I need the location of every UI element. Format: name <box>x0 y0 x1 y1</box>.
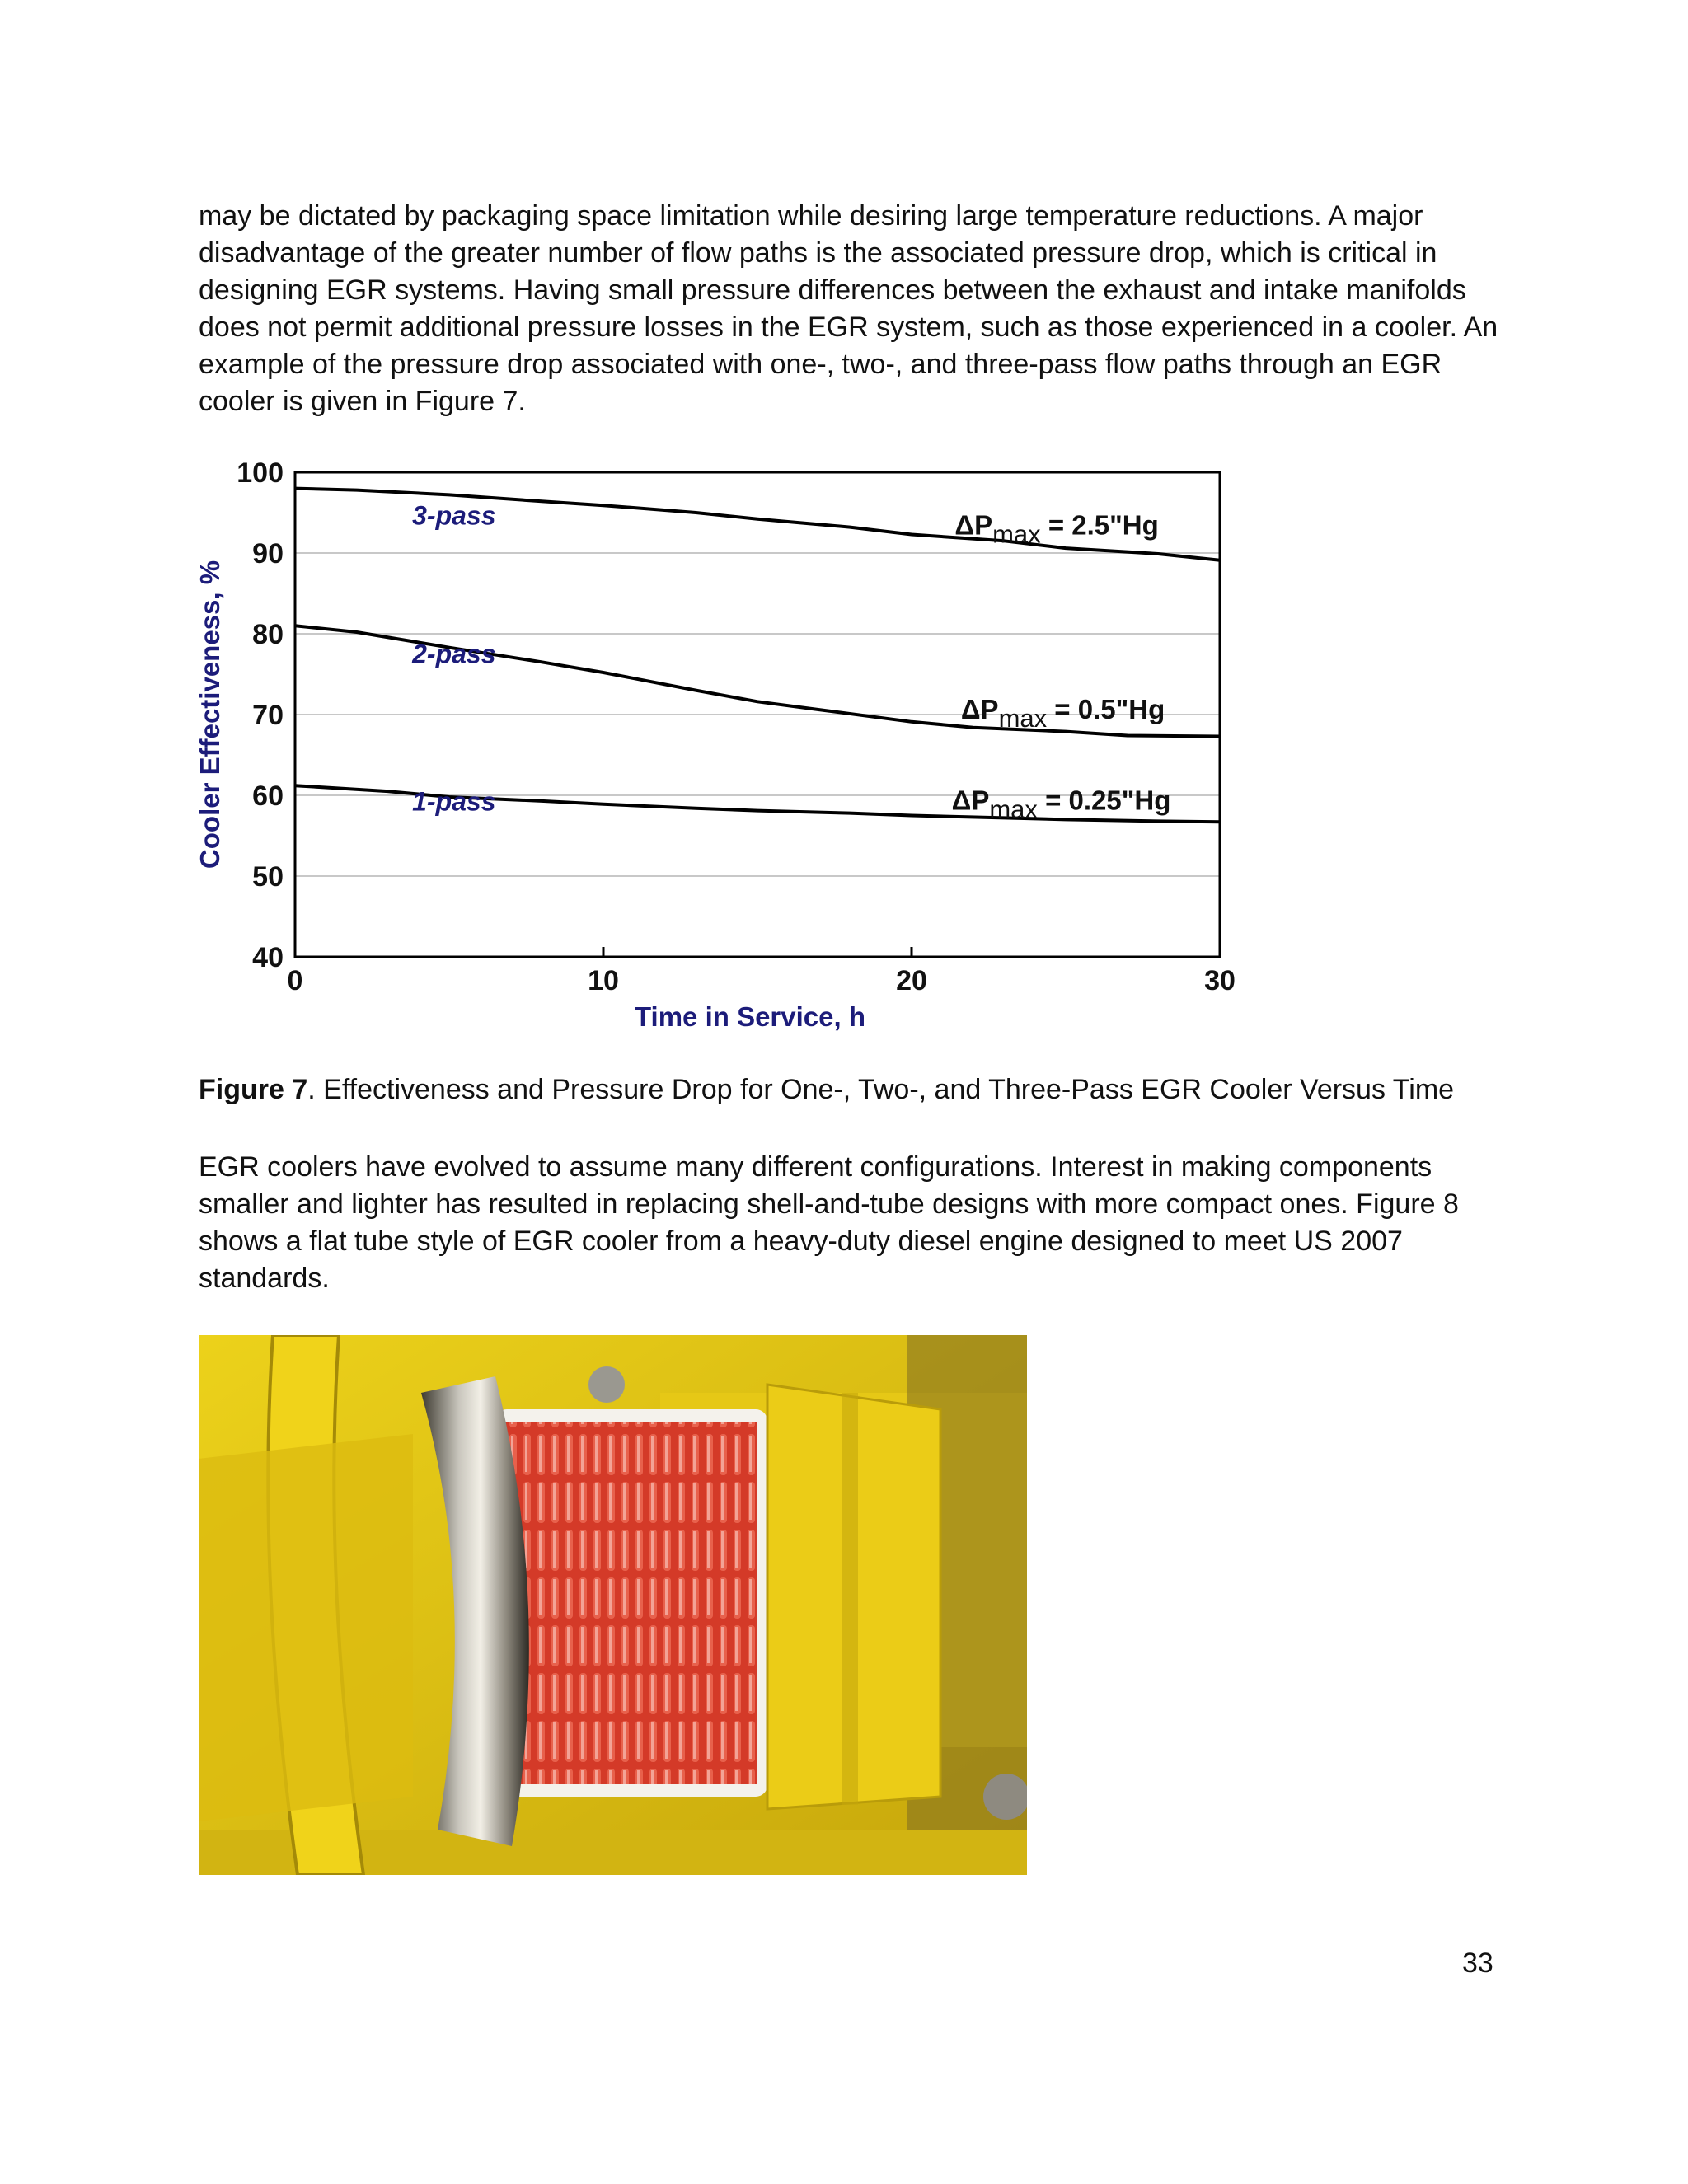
cooler-fins <box>505 1422 757 1784</box>
y-tick-label: 50 <box>252 861 284 893</box>
body-paragraph-2: EGR coolers have evolved to assume many different configurations. Interest in making components smaller and lighter has resulted in replacing shell-and-tube designs with more compact ones. Figure 8 shows a flat tube style of EGR cooler from a heavy-duty diesel engine designed to meet US 2007 standards. <box>199 1151 1459 1294</box>
annotation-sub: max <box>989 794 1038 824</box>
y-axis-title: Cooler Effectiveness, % <box>195 560 225 869</box>
y-axis-ticks <box>237 457 284 973</box>
page-number: 33 <box>1462 1947 1493 1979</box>
pressure-drop-annotation <box>954 509 1158 548</box>
figure-caption-text: . Effectiveness and Pressure Drop for One-, Two-, and Three-Pass EGR Cooler Versus Time <box>307 1074 1455 1105</box>
y-tick-label: 60 <box>252 780 284 812</box>
annotation-suffix: = 2.5"Hg <box>1040 509 1159 541</box>
y-tick-label: 70 <box>252 700 284 731</box>
y-tick-label: 90 <box>252 538 284 569</box>
effectiveness-chart <box>185 449 1257 1043</box>
y-tick-label: 80 <box>252 619 284 650</box>
series-label-1-pass: 1-pass <box>412 786 496 817</box>
annotation-suffix: = 0.25"Hg <box>1037 785 1171 816</box>
x-tick-label: 20 <box>896 965 927 996</box>
x-axis-ticks <box>288 947 1236 996</box>
body-paragraph-1: may be dictated by packaging space limitation while desiring large temperature reductions. A major disadvantage of the greater number of flow paths is the associated pressure drop, which is critical in designing EGR systems. Having small pressure differences between the exhaust and intake manifolds does not permit additional pressure losses in the EGR system, such as those experienced in a cooler. An example of the pressure drop associated with one-, two-, and three-pass flow paths through an EGR cooler is given in Figure 7. <box>199 200 1498 417</box>
series-labels <box>411 501 1170 824</box>
annotation-prefix: ΔP <box>951 785 990 816</box>
annotation-prefix: ΔP <box>954 509 993 541</box>
annotation-sub: max <box>998 703 1048 733</box>
y-tick-label: 100 <box>237 457 284 489</box>
x-axis-title: Time in Service, h <box>634 1001 866 1032</box>
annotation-suffix: = 0.5"Hg <box>1047 693 1165 724</box>
x-tick-label: 10 <box>588 965 619 996</box>
series-label-2-pass: 2-pass <box>412 639 496 669</box>
annotation-sub: max <box>992 519 1041 549</box>
y-tick-label: 40 <box>252 942 284 973</box>
annotation-prefix: ΔP <box>960 693 999 724</box>
figure-label: Figure 7 <box>199 1074 308 1105</box>
egr-cooler-photo <box>199 1335 1027 1875</box>
x-tick-label: 0 <box>287 965 303 996</box>
x-tick-label: 30 <box>1204 965 1236 996</box>
figure-caption <box>199 1071 1454 1108</box>
series-label-3-pass: 3-pass <box>412 500 496 531</box>
